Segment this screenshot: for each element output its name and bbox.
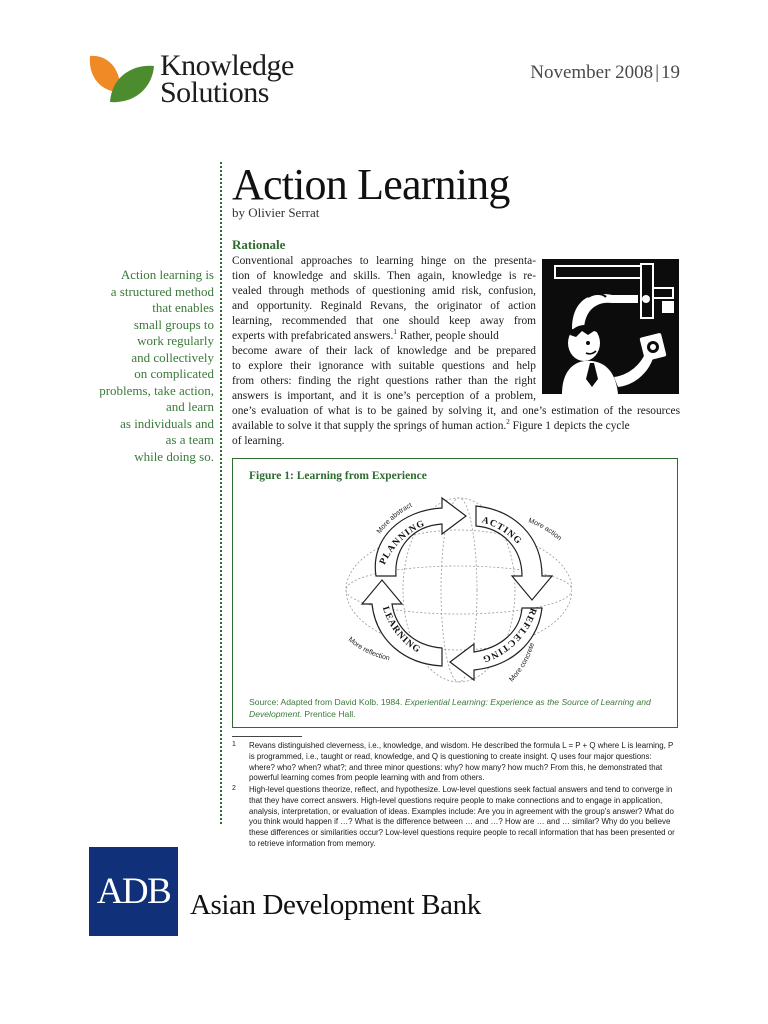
pull-quote-line: as individuals and: [120, 415, 214, 431]
body-line: to explore their ignorance with suitable questions and help: [232, 360, 536, 372]
axis-label-concrete: More concrete: [508, 642, 537, 684]
body-line: one’s evaluation of what is to be gained by solving it, and one’s estimation of the resources: [232, 405, 680, 417]
body-line: of learning.: [232, 435, 285, 447]
pull-quote-line: a structured method: [110, 283, 214, 299]
footnote-ref[interactable]: 2: [506, 418, 510, 427]
cartoon-illustration: [542, 259, 679, 394]
body-line: vealed through methods of questioning amid risk, confusion,: [232, 285, 536, 297]
footnote-text: High-level questions theorize, reflect, and hypothesize. Low-level questions seek factual answers and tend to converge in that they have correct answers. High-level questions require people to make connections and to engage in application, analysis, interpretation, or evaluation of ideas. Examples include: Are you in agreement with the group’s answer? What do you think would happen if …? What is the difference between … and …? How are … and … similar? Why do you believe these differences or similarities occur? Low-level questions require people to recall information that has been presented or to retrieve information from memory.: [249, 785, 675, 848]
pull-quote-line: Action learning is: [120, 267, 214, 282]
axis-label-reflection: More reflection: [346, 636, 391, 663]
body-text: Figure 1 depicts the cycle: [509, 420, 630, 432]
figure-title: Figure 1: Learning from Experience: [249, 470, 427, 482]
pull-quote: [84, 267, 214, 465]
issue-number: 19: [661, 62, 680, 83]
stage-label-acting: ACTING: [480, 515, 524, 547]
pull-quote-line: as a team: [165, 432, 214, 447]
pull-quote-line: small groups to: [133, 316, 214, 332]
pull-quote-line: and collectively: [131, 349, 214, 365]
axis-label-action: More action: [527, 517, 563, 543]
adb-name: Asian Development Bank: [190, 889, 481, 921]
pull-quote-line: problems, take action,: [99, 382, 214, 398]
body-line: learning, recommended that one should keep away from: [232, 315, 536, 327]
questioning-figure-icon: [542, 259, 679, 394]
planning-arrow: [375, 498, 466, 576]
body-line: tion of knowledge and skills. Then again, knowledge is re-: [232, 270, 536, 282]
pull-quote-line: on complicated: [134, 366, 214, 381]
svg-text:More reflection: [347, 636, 391, 662]
body-line: Conventional approaches to learning hinge on the presenta-: [232, 255, 536, 267]
adb-logo: ADB: [89, 847, 178, 936]
pull-quote-line: that enables: [152, 300, 214, 315]
body-line: [232, 419, 680, 434]
figure-source: [249, 696, 669, 720]
body-text: available to solve it that supply the springs of human action.: [232, 420, 507, 432]
stage-label-planning: PLANNING: [378, 518, 427, 567]
body-line: from others: finding the right questions rather than the right: [232, 375, 536, 387]
pull-quote-line: and learn: [165, 399, 214, 414]
issue-separator: |: [655, 62, 659, 83]
axis-label-abstract: More abstract: [375, 501, 414, 536]
logo-line-2: Solutions: [160, 76, 269, 109]
footnote-ref[interactable]: 1: [393, 328, 397, 337]
body-text: Rather, people should: [396, 330, 499, 342]
stage-label-learning: LEARNING: [379, 605, 423, 656]
footnote-number: 2: [232, 785, 236, 792]
body-text: experts with prefabricated answers.: [232, 330, 394, 342]
logo-line-1: Knowledge: [160, 49, 294, 82]
issue-info: [470, 62, 680, 84]
pull-quote-line: while doing so.: [134, 448, 214, 464]
section-heading: Rationale: [232, 237, 286, 252]
source-prefix: Source: Adapted from David Kolb. 1984.: [249, 697, 405, 707]
footnote-number: 1: [232, 741, 236, 748]
dotted-divider: [220, 162, 222, 824]
pull-quote-line: work regularly: [137, 333, 214, 348]
body-line: and opportunity. Reginald Revans, the originator of action: [232, 300, 536, 312]
source-suffix: . Prentice Hall.: [299, 709, 356, 719]
footnote-text: Revans distinguished cleverness, i.e., knowledge, and wisdom. He described the formula L = P + Q where L is learning, P is programmed, i.e., taught or read, knowledge, and Q is questioning to create insight. Q uses four major questions: where? who? when? what?; and three minor questions: why? how many? how much? From this, he demonstrated that powerful learning comes from people learning with and from others.: [249, 741, 674, 783]
stage-label-reflecting: REFLECTING: [480, 606, 538, 664]
issue-date: November 2008: [530, 62, 654, 83]
learning-cycle-diagram: [342, 492, 572, 692]
article-title: Action Learning: [232, 160, 510, 209]
body-line: become aware of their lack of knowledge and be prepared: [232, 345, 536, 357]
byline: by Olivier Serrat: [232, 205, 320, 220]
logo-leaves-icon: [86, 52, 156, 108]
footnote-rule: [232, 736, 302, 737]
logo-wordmark: [160, 49, 294, 109]
body-line: answers is important, and it is one’s perception of a problem,: [232, 390, 536, 402]
body-line: [232, 329, 536, 344]
source-title: Experiential Learning: Experience as the Source of Learning and Development: [249, 697, 651, 719]
